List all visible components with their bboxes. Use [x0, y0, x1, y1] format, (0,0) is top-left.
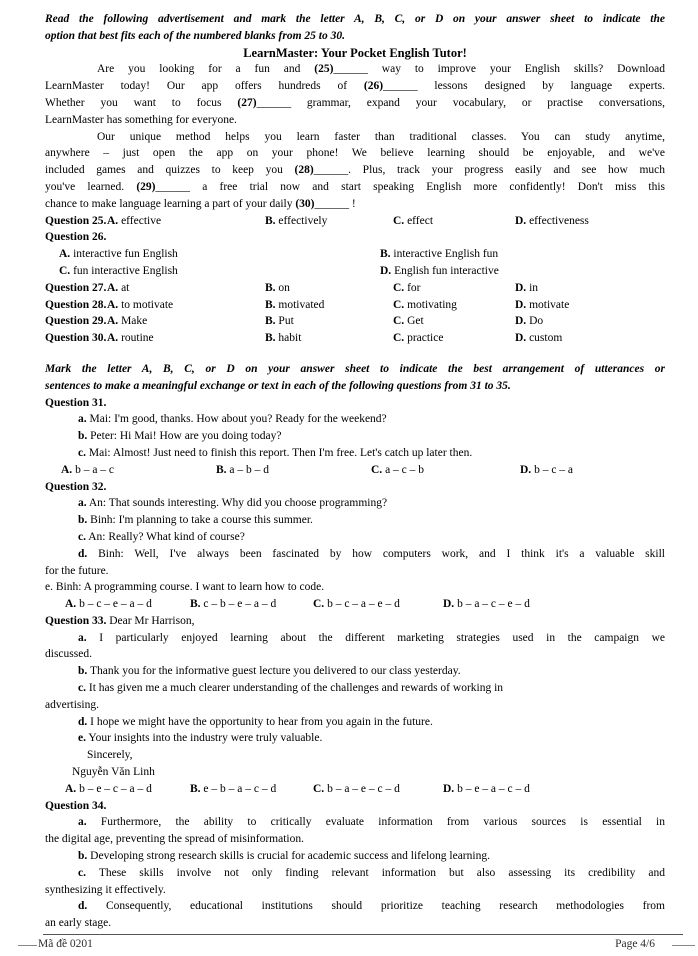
text-run: Peter: Hi Mai! How are you doing today?: [87, 430, 282, 443]
text-run: Question 34.: [45, 799, 107, 812]
text-run: These skills involve not only finding relevant information but also assessing its credibility and: [85, 866, 665, 879]
answer-option: [190, 781, 276, 798]
text-run: Developing strong research skills is crucial for academic success and lifelong learning.: [87, 850, 490, 863]
option-letter: D.: [443, 598, 455, 611]
option-letter: D.: [443, 782, 455, 795]
options-row: [45, 462, 665, 479]
sentence-line: [45, 814, 665, 831]
sentence-line: [45, 848, 665, 865]
option-text: e – b – a – c – d: [200, 782, 277, 795]
option-text: to motivate: [118, 298, 174, 311]
text-run: Binh: Well, I've always been fascinated by how computers work, and I think it's a valuable skill: [87, 547, 665, 560]
option-text: Get: [404, 315, 424, 328]
option-text: motivated: [275, 298, 325, 311]
question-options-row: [45, 297, 665, 314]
answer-option: [265, 313, 294, 330]
text-run: Furthermore, the ability to critically evaluate information from various sources is essential in: [86, 816, 665, 829]
text-run: e. Binh: A programming course. I want to learn how to code.: [45, 581, 325, 594]
option-text: Make: [118, 315, 148, 328]
option-letter: B.: [216, 463, 227, 476]
option-letter: A.: [59, 248, 71, 261]
text-run: LearnMaster has something for everyone.: [45, 113, 237, 126]
option-text: effectiveness: [526, 214, 589, 227]
question-label-line: [45, 479, 665, 496]
question-options-row: [45, 313, 665, 330]
option-letter: C.: [393, 214, 405, 227]
text-run: Dear Mr Harrison,: [106, 614, 195, 627]
option-letter: C.: [59, 264, 71, 277]
text-run: Mark the letter A, B, C, or D on your answer sheet to indicate the best arrangement of utterances or: [45, 362, 665, 375]
text-run: Question 33.: [45, 614, 107, 627]
answer-option: [107, 297, 173, 314]
text-run: b.: [78, 430, 88, 443]
text-run: ______. Plus, track your progress easily and see how much: [313, 164, 665, 177]
sentence-line: [45, 630, 665, 647]
text-run: a.: [78, 816, 87, 829]
option-text: practice: [404, 332, 444, 345]
answer-option: [393, 213, 433, 230]
option-letter: C.: [393, 298, 405, 311]
option-letter: A.: [107, 281, 119, 294]
text-run: discussed.: [45, 648, 92, 661]
option-letter: A.: [65, 598, 77, 611]
text-run: I particularly enjoyed learning about the different marketing strategies used in the campaign we: [86, 631, 665, 644]
footer-doc-code: Mã đề 0201: [38, 938, 93, 950]
option-text: routine: [118, 332, 154, 345]
option-letter: A.: [107, 214, 119, 227]
letter-signature: [45, 764, 665, 781]
answer-option: [265, 330, 301, 347]
option-text: c – b – e – a – d: [200, 598, 277, 611]
answer-option: [520, 462, 573, 479]
text-run: Question 32.: [45, 480, 107, 493]
question-label: Question 27.: [45, 281, 107, 294]
option-letter: B.: [265, 281, 276, 294]
utterance-line: [45, 512, 665, 529]
option-letter: D.: [515, 281, 527, 294]
question-label: Question 30.: [45, 332, 107, 345]
text-run: (26): [363, 80, 384, 93]
utterance-line: [45, 495, 665, 512]
option-text: at: [118, 281, 130, 294]
answer-option: [393, 330, 443, 347]
option-text: interactive English fun: [390, 248, 499, 261]
text-run: c.: [78, 446, 86, 459]
text-run: a.: [78, 413, 87, 426]
option-letter: A.: [65, 782, 77, 795]
text-run: b.: [78, 665, 88, 678]
option-letter: C.: [393, 332, 405, 345]
option-letter: B.: [380, 248, 391, 261]
section1-instruction-line: [45, 11, 665, 28]
option-letter: A.: [107, 332, 119, 345]
passage-line: [45, 145, 665, 162]
sentence-line: [45, 898, 665, 915]
text-run: c.: [78, 866, 86, 879]
utterance-line: [45, 428, 665, 445]
options-row: [45, 596, 665, 613]
text-run: synthesizing it effectively.: [45, 883, 166, 896]
question-label: Question 29.: [45, 315, 107, 328]
option-text: in: [526, 281, 539, 294]
answer-option: [515, 213, 589, 230]
option-text: motivate: [526, 298, 570, 311]
option-text: b – e – c – a – d: [76, 782, 152, 795]
text-run: (30): [295, 197, 315, 210]
passage-line: [45, 162, 665, 179]
sentence-line: [45, 663, 665, 680]
answer-option: [107, 313, 147, 330]
option-letter: D.: [380, 264, 392, 277]
answer-option: [59, 263, 178, 280]
passage-line: [45, 112, 665, 129]
option-text: English fun interactive: [391, 264, 499, 277]
footer-right-tick: [672, 945, 695, 946]
text-run: Your insights into the industry were truly valuable.: [85, 732, 323, 745]
option-text: b – c – e – a – d: [76, 598, 152, 611]
text-run: included games and quizzes to keep you: [45, 164, 295, 177]
answer-option: [393, 313, 424, 330]
answer-option: [190, 596, 276, 613]
option-text: b – c – a: [531, 463, 574, 476]
option-letter: D.: [515, 315, 527, 328]
text-run: (27): [237, 96, 257, 109]
utterance-line: [45, 563, 665, 580]
question-label-line: [45, 613, 665, 630]
option-text: motivating: [404, 298, 457, 311]
answer-option: [265, 213, 327, 230]
option-letter: B.: [190, 782, 201, 795]
answer-option: [443, 596, 530, 613]
sentence-line: [45, 646, 665, 663]
option-letter: B.: [265, 332, 276, 345]
options-row: [45, 246, 665, 263]
option-letter: B.: [265, 298, 276, 311]
text-run: option that best fits each of the numbered blanks from 25 to 30.: [45, 29, 345, 42]
text-run: ______ way to improve your English skills? Download: [333, 63, 665, 76]
sentence-line: [45, 680, 665, 697]
text-run: anywhere – just open the app on your phone! We believe learning should be enjoyable, and we've: [45, 147, 665, 160]
answer-option: [313, 781, 400, 798]
text-run: Sincerely,: [87, 749, 133, 762]
text-run: Our unique method helps you learn faster than traditional classes. You can study anytime,: [97, 130, 665, 143]
text-run: Whether you want to focus: [45, 96, 238, 109]
text-run: chance to make language learning a part of your daily: [45, 197, 296, 210]
answer-option: [393, 297, 457, 314]
sentence-line: [45, 882, 665, 899]
text-run: the digital age, preventing the spread of misinformation.: [45, 833, 304, 846]
answer-option: [107, 213, 161, 230]
text-run: d.: [78, 900, 88, 913]
answer-option: [265, 280, 290, 297]
answer-option: [61, 462, 114, 479]
letter-closing: [45, 747, 665, 764]
text-run: Mai: I'm good, thanks. How about you? Ready for the weekend?: [86, 413, 387, 426]
question-label: Question 25.: [45, 214, 107, 227]
answer-option: [515, 313, 543, 330]
sentence-line: [45, 865, 665, 882]
footer-left-tick: [18, 945, 37, 946]
text-run: Nguyễn Văn Linh: [72, 766, 155, 779]
passage-line: [45, 129, 665, 146]
text-run: e.: [78, 732, 86, 745]
answer-option: [380, 246, 498, 263]
text-run: LearnMaster today! Our app offers hundreds of: [45, 80, 364, 93]
advertisement-title: [45, 45, 665, 62]
option-text: for: [404, 281, 421, 294]
text-run: a.: [78, 631, 87, 644]
text-run: Mai: Almost! Just need to finish this report. Then I'm free. Let's catch up later then.: [85, 446, 473, 459]
footer-divider: [43, 934, 683, 935]
option-text: Do: [526, 315, 544, 328]
text-run: c.: [78, 682, 86, 695]
answer-option: [313, 596, 400, 613]
text-run: Read the following advertisement and mark the letter A, B, C, or D on your answer sheet to indicate the: [45, 13, 665, 25]
text-run: ______ lessons designed by language experts.: [383, 80, 665, 93]
option-letter: C.: [313, 598, 325, 611]
answer-option: [371, 462, 424, 479]
option-letter: B.: [265, 214, 276, 227]
option-letter: C.: [313, 782, 325, 795]
utterance-line: [45, 529, 665, 546]
option-text: Put: [275, 315, 294, 328]
option-text: effectively: [275, 214, 328, 227]
option-text: on: [275, 281, 290, 294]
option-text: effective: [118, 214, 162, 227]
answer-option: [515, 330, 562, 347]
answer-option: [59, 246, 178, 263]
option-text: b – a – e – c – d: [324, 782, 400, 795]
sentence-line: [45, 915, 665, 932]
answer-option: [216, 462, 269, 479]
text-run: b.: [78, 514, 88, 527]
option-text: effect: [404, 214, 434, 227]
option-letter: D.: [515, 332, 527, 345]
passage-line: [45, 179, 665, 196]
option-letter: A.: [61, 463, 73, 476]
text-run: sentences to make a meaningful exchange or text in each of the following questions from 31 to 35.: [45, 379, 511, 392]
text-run: advertising.: [45, 698, 99, 711]
answer-option: [65, 596, 152, 613]
question-options-row: [45, 330, 665, 347]
text-run: An: Really? What kind of course?: [85, 530, 245, 543]
question-label-line: [45, 395, 665, 412]
section2-instruction-line: [45, 378, 665, 395]
option-text: b – c – a – e – d: [324, 598, 400, 611]
option-letter: B.: [190, 598, 201, 611]
text-run: LearnMaster: Your Pocket English Tutor!: [243, 45, 467, 60]
text-run: Question 26.: [45, 231, 107, 244]
passage-line: [45, 61, 665, 78]
utterance-line: [45, 411, 665, 428]
option-text: b – e – a – c – d: [454, 782, 530, 795]
question-options-row: [45, 280, 665, 297]
answer-option: [65, 781, 152, 798]
text-run: d.: [78, 547, 88, 560]
sentence-line: [45, 831, 665, 848]
option-letter: A.: [107, 298, 119, 311]
text-run: ______ !: [314, 197, 356, 210]
option-letter: C.: [371, 463, 383, 476]
text-run: Question 31.: [45, 396, 107, 409]
text-run: c.: [78, 530, 86, 543]
passage-line: [45, 95, 665, 112]
option-text: habit: [275, 332, 302, 345]
text-run: (29): [136, 180, 156, 193]
option-letter: D.: [515, 214, 527, 227]
sentence-line: [45, 697, 665, 714]
utterance-line: [45, 445, 665, 462]
sentence-line: [45, 730, 665, 747]
answer-option: [515, 280, 538, 297]
option-text: b – a – c: [72, 463, 115, 476]
text-run: I hope we might have the opportunity to hear from you again in the future.: [87, 715, 433, 728]
footer-page-number: Page 4/6: [615, 938, 655, 950]
option-text: a – c – b: [382, 463, 425, 476]
text-run: you've learned.: [45, 180, 137, 193]
option-letter: A.: [107, 315, 119, 328]
answer-option: [443, 781, 530, 798]
option-letter: D.: [515, 298, 527, 311]
text-run: d.: [78, 715, 88, 728]
text-run: a.: [78, 497, 87, 510]
option-letter: C.: [393, 315, 405, 328]
question-label-line: [45, 798, 665, 815]
option-text: fun interactive English: [70, 264, 178, 277]
section-gap: [45, 347, 665, 361]
option-letter: D.: [520, 463, 532, 476]
option-text: interactive fun English: [70, 248, 178, 261]
question-label-line: [45, 229, 665, 246]
sentence-line: [45, 714, 665, 731]
option-text: b – a – c – e – d: [454, 598, 530, 611]
text-run: It has given me a much clearer understanding of the challenges and rewards of working in: [85, 682, 504, 695]
section1-instruction-line: [45, 28, 665, 45]
text-run: (28): [294, 164, 314, 177]
question-options-row: [45, 213, 665, 230]
text-run: Consequently, educational institutions should prioritize teaching research methodologies from: [87, 900, 665, 913]
answer-option: [107, 280, 129, 297]
answer-option: [515, 297, 569, 314]
passage-line: [45, 78, 665, 95]
text-run: b.: [78, 850, 88, 863]
option-letter: B.: [265, 315, 276, 328]
answer-option: [393, 280, 420, 297]
text-run: ______ grammar, expand your vocabulary, or practise conversations,: [256, 96, 665, 109]
text-run: Are you looking for a fun and: [97, 63, 315, 76]
utterance-line: [45, 546, 665, 563]
text-run: for the future.: [45, 564, 109, 577]
answer-option: [107, 330, 154, 347]
options-row: [45, 263, 665, 280]
utterance-line: [45, 579, 665, 596]
text-run: ______ a free trial now and start speaking English more confidently! Don't miss this: [155, 180, 665, 193]
question-label: Question 28.: [45, 298, 107, 311]
option-letter: C.: [393, 281, 405, 294]
text-run: Thank you for the informative guest lecture you delivered to our class yesterday.: [87, 665, 461, 678]
text-run: (25): [314, 63, 334, 76]
answer-option: [265, 297, 324, 314]
options-row: [45, 781, 665, 798]
answer-option: [380, 263, 499, 280]
option-text: a – b – d: [226, 463, 270, 476]
document-body: [45, 11, 665, 932]
option-text: custom: [526, 332, 563, 345]
text-run: Binh: I'm planning to take a course this summer.: [87, 514, 313, 527]
text-run: An: That sounds interesting. Why did you choose programming?: [86, 497, 388, 510]
passage-line: [45, 196, 665, 213]
section2-instruction-line: [45, 361, 665, 378]
text-run: an early stage.: [45, 917, 112, 930]
